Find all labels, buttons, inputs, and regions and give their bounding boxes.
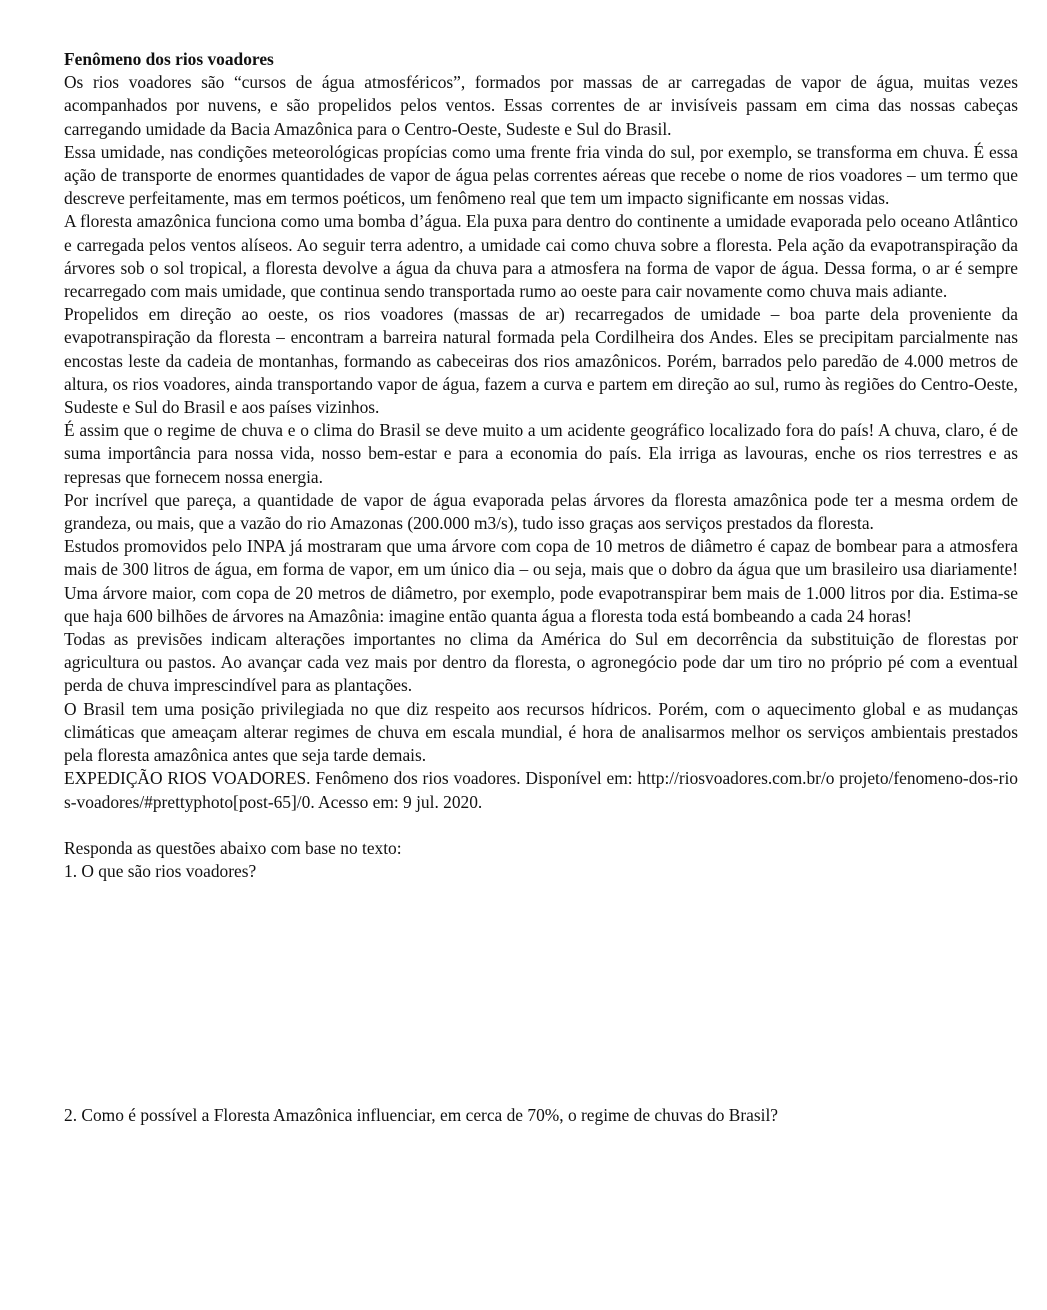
question-1: 1. O que são rios voadores? [64,860,257,881]
document-title: Fenômeno dos rios voadores [64,49,274,69]
paragraph-6: Por incrível que pareça, a quantidade de vapor de água evaporada pelas árvores da floresta amazônica pode ter a mesma ordem de grandeza, ou mais, que a vazão do rio Amazonas (200.000 m3/s), tudo isso graças aos serviços prestados da floresta. [64,489,1018,534]
document-page [64,48,1018,1127]
paragraph-9: O Brasil tem uma posição privilegiada no que diz respeito aos recursos hídricos. Porém, com o aquecimento global e as mudanças climáticas que ameaçam alterar regimes de chuva em escala mundial, é hora de analisarmos melhor os serviços ambientais prestados pela floresta amazônica antes que seja tarde demais. [64,698,1018,766]
questions-instruction: Responda as questões abaixo com base no texto: [64,837,402,858]
paragraph-2: Essa umidade, nas condições meteorológicas propícias como uma frente fria vinda do sul, por exemplo, se transforma em chuva. É essa ação de transporte de enormes quantidades de vapor de água pelas correntes aéreas que recebe o nome de rios voadores – um termo que descreve perfeitamente, mas em termos poéticos, um fenômeno real que tem um impacto significante em nossas vidas. [64,141,1018,209]
paragraph-1: Os rios voadores são “cursos de água atmosféricos”, formados por massas de ar carregadas de vapor de água, muitas vezes acompanhados por nuvens, e são propelidos pelos ventos. Essas correntes de ar invisíveis passam em cima das nossas cabeças carregando umidade da Bacia Amazônica para o Centro-Oeste, Sudeste e Sul do Brasil. [64,72,1018,139]
paragraph-7: Estudos promovidos pelo INPA já mostraram que uma árvore com copa de 10 metros de diâmetro é capaz de bombear para a atmosfera mais de 300 litros de água, em forma de vapor, em um único dia – ou seja, mais que o dobro da água que um brasileiro usa diariamente! Uma árvore maior, com copa de 20 metros de diâmetro, por exemplo, pode evapotranspirar bem mais de 1.000 litros por dia. Estima-se que haja 600 bilhões de árvores na Amazônia: imagine então quanta água a floresta toda está bombeando a cada 24 horas! [64,536,1018,626]
paragraph-5: É assim que o regime de chuva e o clima do Brasil se deve muito a um acidente geográfico localizado fora do país! A chuva, claro, é de suma importância para nossa vida, nosso bem-estar e para a economia do país. Ela irriga as lavouras, enche os rios terrestres e as represas que fornecem nossa energia. [64,420,1018,487]
question-2: 2. Como é possível a Floresta Amazônica influenciar, em cerca de 70%, o regime de chuvas do Brasil? [64,1105,779,1126]
paragraph-3: A floresta amazônica funciona como uma bomba d’água. Ela puxa para dentro do continente a umidade evaporada pelo oceano Atlântico e carregada pelos ventos alíseos. Ao seguir terra adentro, a umidade cai como chuva sobre a floresta. Pela ação da evapotranspiração da árvores sob o sol tropical, a floresta devolve a água da chuva para a atmosfera na forma de vapor de água. Dessa forma, o ar é sempre recarregado com mais umidade, que continua sendo transportada rumo ao oeste para cair novamente como chuva mais adiante. [64,211,1018,302]
paragraph-4: Propelidos em direção ao oeste, os rios voadores (massas de ar) recarregados de umidade – boa parte dela proveniente da evapotranspiração da floresta – encontram a barreira natural formada pela Cordilheira dos Andes. Eles se precipitam parcialmente nas encostas leste da cadeia de montanhas, formando as cabeceiras dos rios amazônicos. Porém, barrados pelo paredão de 4.000 metros de altura, os rios voadores, ainda transportando vapor de água, fazem a curva e partem em direção ao sul, rumo às regiões do Centro-Oeste, Sudeste e Sul do Brasil e aos países vizinhos. [64,304,1018,418]
paragraph-8: Todas as previsões indicam alterações importantes no clima da América do Sul em decorrência da substituição de florestas por agricultura ou pastos. Ao avançar cada vez mais por dentro da floresta, o agronegócio pode dar um tiro no próprio pé com a eventual perda de chuva imprescindível para as plantações. [64,629,1018,696]
answer-space-question-1 [64,883,1018,1104]
blank-line [64,814,1018,837]
source-citation: EXPEDIÇÃO RIOS VOADORES. Fenômeno dos rios voadores. Disponível em: http://riosvoadores.com.br/o projeto/fenomeno-dos-rios-voadores/#prettyphoto[post-65]/0. Acesso em: 9 jul. 2020. [64,768,1018,812]
